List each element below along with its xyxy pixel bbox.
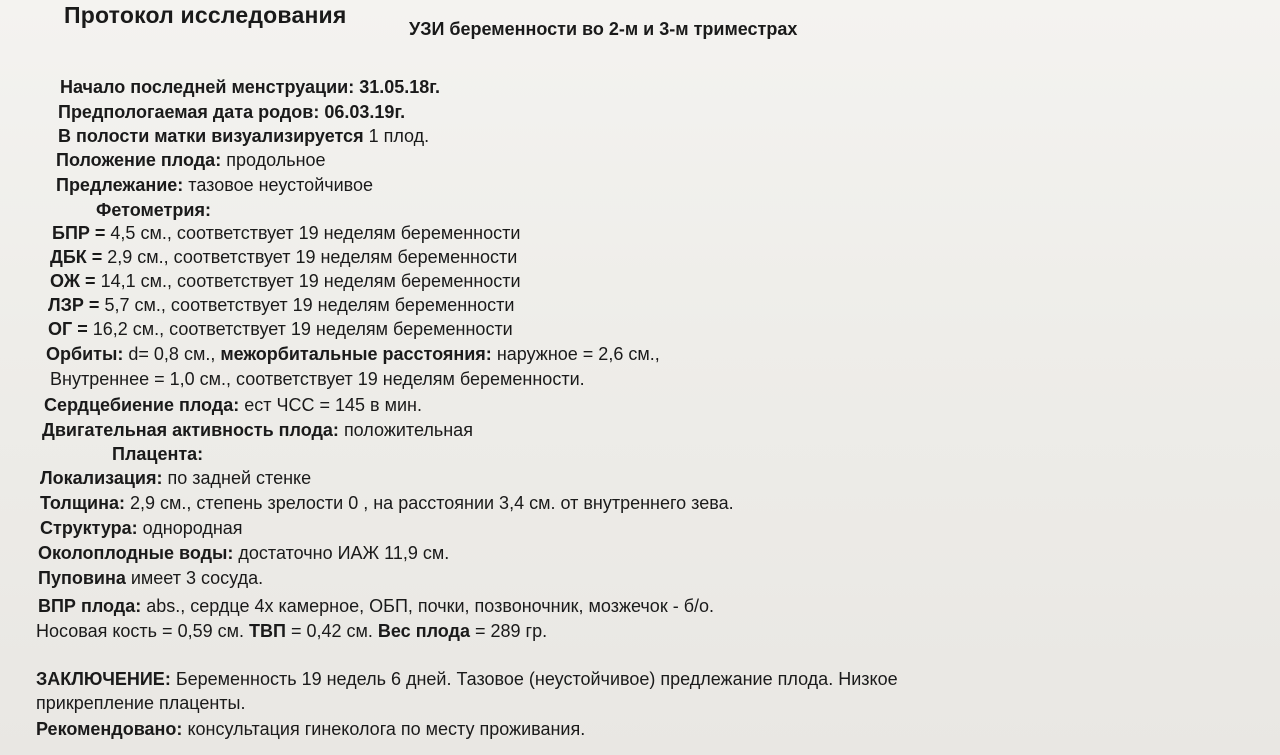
lmp-line [60,76,440,98]
og-label: ОГ = [48,319,88,339]
cord-label: Пуповина [38,568,126,588]
cord-line [38,567,263,589]
edd-line [58,101,405,123]
uterus-label: В полости матки визуализируется [58,126,364,146]
conclusion-text-line2: прикрепление плаценты. [36,693,246,713]
conclusion-text-line1: Беременность 19 недель 6 дней. Тазовое (неустойчивое) предлежание плода. Низкое [175,669,898,689]
fetometry-heading: Фетометрия: [96,200,211,220]
lmp-value: 31.05.18г. [359,77,440,97]
interorbital-value: наружное = 2,6 см., [496,344,660,364]
presentation-line [56,174,373,196]
recommended-value: консультация гинеколога по месту проживания. [187,719,586,739]
bpr-label: БПР = [52,223,106,243]
structure-value: однородная [142,518,243,538]
og-value: 16,2 см., соответствует 19 неделям беременности [92,319,513,339]
uterus-value: 1 плод. [368,126,430,146]
position-line [56,149,326,171]
localization-line [40,467,311,489]
weight-label: Вес плода [377,621,470,641]
vpr-value: abs., сердце 4х камерное, ОБП, почки, позвоночник, мозжечок - б/о. [146,596,715,616]
orbits-label: Орбиты: [46,344,124,364]
nasal-line [36,620,547,642]
thickness-value: 2,9 см., степень зрелости 0 , на расстоянии 3,4 см. от внутреннего зева. [130,493,734,513]
fluid-line [38,542,449,564]
motor-line [42,419,473,441]
conclusion-label: ЗАКЛЮЧЕНИЕ: [36,669,171,689]
position-label: Положение плода: [56,150,222,170]
heartbeat-label: Сердцебиение плода: [44,395,240,415]
localization-value: по задней стенке [167,468,312,488]
tvp-label: ТВП [249,621,286,641]
position-value: продольное [226,150,326,170]
edd-value: 06.03.19г. [324,102,406,122]
lzr-label: ЛЗР = [48,295,100,315]
heartbeat-value: ест ЧСС = 145 в мин. [244,395,422,415]
structure-label: Структура: [40,518,138,538]
fluid-label: Околоплодные воды: [38,543,234,563]
uterus-line [58,125,429,147]
motor-value: положительная [343,420,473,440]
inner-orbital-line: Внутреннее = 1,0 см., соответствует 19 неделям беременности. [50,369,585,389]
motor-label: Двигательная активность плода: [42,420,339,440]
lmp-label: Начало последней менструации: [60,77,355,97]
presentation-value: тазовое неустойчивое [188,175,374,195]
localization-label: Локализация: [40,468,163,488]
orbits-line [46,343,660,365]
thickness-line [40,492,734,514]
exam-subtitle: УЗИ беременности во 2-м и 3-м триместрах [409,19,798,39]
nasal-value: Носовая кость = 0,59 см. [36,621,244,641]
heartbeat-line [44,394,422,416]
bpr-line [52,222,520,244]
lzr-line [48,294,514,316]
tvp-value: = 0,42 см. [290,621,373,641]
oj-line [50,270,521,292]
placenta-heading: Плацента: [112,444,204,464]
structure-line [40,517,243,539]
weight-value: = 289 гр. [474,621,548,641]
conclusion-line [36,668,898,690]
presentation-label: Предлежание: [56,175,184,195]
bpr-value: 4,5 см., соответствует 19 неделям беременности [110,223,521,243]
oj-label: ОЖ = [50,271,96,291]
thickness-label: Толщина: [40,493,125,513]
page-title: Протокол исследования [64,2,347,28]
vpr-line [38,595,714,617]
vpr-label: ВПР плода: [38,596,142,616]
dbk-label: ДБК = [50,247,103,267]
recommended-line [36,718,585,740]
edd-label: Предпологаемая дата родов: [58,102,320,122]
fluid-value: достаточно ИАЖ 11,9 см. [238,543,450,563]
interorbital-label: межорбитальные расстояния: [220,344,492,364]
oj-value: 14,1 см., соответствует 19 неделям беременности [100,271,521,291]
recommended-label: Рекомендовано: [36,719,183,739]
dbk-line [50,246,517,268]
dbk-value: 2,9 см., соответствует 19 неделям беременности [107,247,518,267]
og-line [48,318,513,340]
orbits-value: d= 0,8 см., [128,344,216,364]
cord-value: имеет 3 сосуда. [130,568,264,588]
lzr-value: 5,7 см., соответствует 19 неделям беременности [104,295,515,315]
